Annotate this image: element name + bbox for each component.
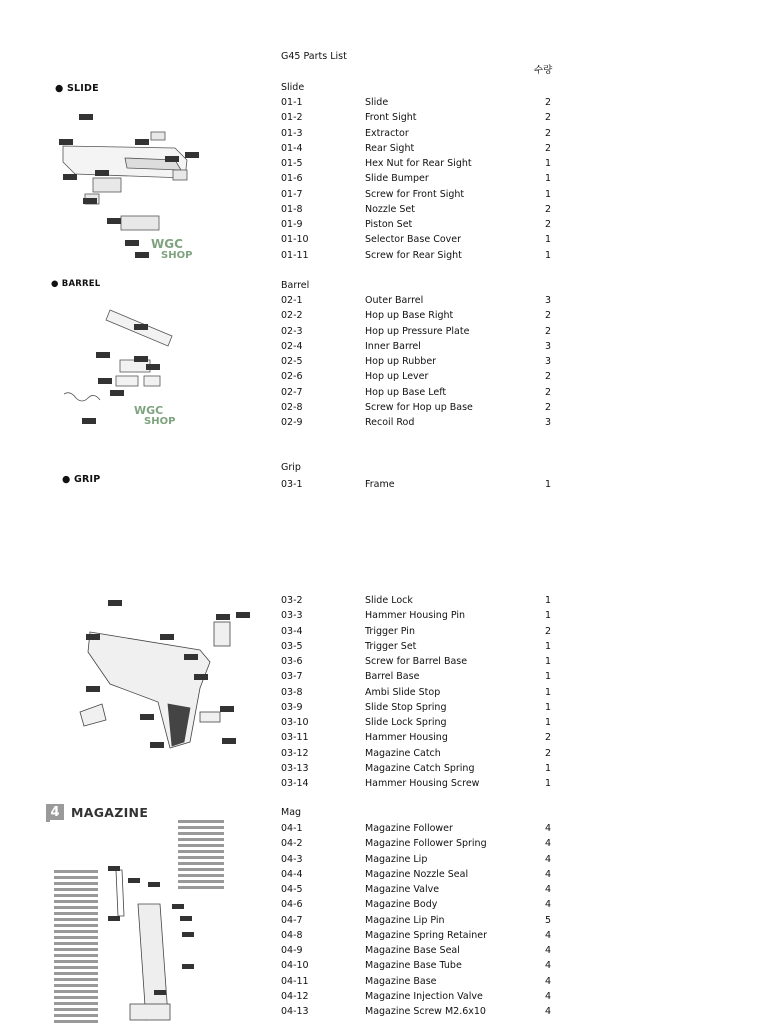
part-row: [281, 746, 551, 761]
part-qty: 4: [544, 838, 551, 850]
part-code: 04-5: [281, 884, 303, 895]
part-code: 01-5: [281, 158, 303, 169]
part-row: [281, 669, 551, 684]
part-name: Hammer Housing Pin: [365, 610, 466, 622]
part-row: [281, 593, 551, 608]
slide-group-label: Slide: [281, 82, 305, 93]
part-name: Selector Base Cover: [365, 234, 462, 246]
part-qty: 3: [544, 340, 551, 352]
part-code: 02-2: [281, 310, 303, 322]
part-row: [281, 685, 551, 700]
part-qty: 1: [544, 173, 551, 185]
part-code: 03-10: [281, 717, 309, 728]
part-qty: 3: [544, 417, 551, 428]
part-row: [281, 339, 551, 354]
part-code: 03-12: [281, 747, 309, 759]
magazine-section-heading: MAGAZINE: [71, 805, 149, 820]
part-name: Trigger Pin: [365, 625, 415, 637]
part-qty: 2: [544, 386, 551, 398]
part-qty: 2: [544, 127, 551, 139]
part-qty: 1: [544, 656, 551, 667]
barrel-section-heading: ● BARREL: [51, 279, 101, 289]
part-qty: 4: [544, 899, 551, 911]
part-name: Ambi Slide Stop: [365, 686, 441, 698]
part-code: 03-6: [281, 656, 303, 667]
part-qty: 1: [544, 640, 551, 652]
part-row: [281, 187, 551, 202]
grip-exploded-diagram: [50, 592, 260, 762]
part-qty: 1: [544, 610, 551, 622]
part-name: Piston Set: [365, 219, 413, 230]
part-code: 03-11: [281, 732, 309, 744]
part-row: [281, 639, 551, 654]
part-code: 01-8: [281, 203, 303, 215]
part-code: 02-7: [281, 386, 303, 398]
part-name: Magazine Catch: [365, 747, 441, 759]
part-row: [281, 882, 551, 897]
part-row: [281, 400, 551, 415]
part-code: 02-8: [281, 401, 303, 413]
svg-text:WGC: WGC: [134, 404, 164, 417]
part-name: Magazine Body: [365, 899, 438, 911]
magazine-exploded-diagram: [50, 820, 230, 1024]
part-name: Slide Lock: [365, 595, 413, 606]
part-code: 01-4: [281, 142, 303, 154]
part-code: 03-9: [281, 701, 303, 713]
part-qty: 1: [544, 701, 551, 713]
part-code: 03-8: [281, 686, 303, 698]
part-row: [281, 897, 551, 912]
part-row: [281, 369, 551, 384]
part-qty: 4: [544, 868, 551, 880]
part-row: [281, 415, 551, 430]
part-code: 02-9: [281, 417, 303, 428]
part-name: Magazine Follower Spring: [365, 838, 487, 850]
part-code: 03-13: [281, 762, 309, 774]
part-name: Barrel Base: [365, 671, 420, 683]
part-code: 04-7: [281, 914, 303, 926]
part-name: Magazine Lip Pin: [365, 914, 445, 926]
part-row: [281, 1004, 551, 1019]
part-code: 03-14: [281, 778, 309, 789]
part-qty: 4: [544, 1006, 551, 1017]
part-qty: 2: [544, 219, 551, 230]
part-qty: 1: [544, 778, 551, 789]
part-row: [281, 928, 551, 943]
part-code: 02-6: [281, 371, 303, 383]
part-name: Front Sight: [365, 112, 417, 124]
part-qty: 3: [544, 295, 551, 306]
part-row: [281, 248, 551, 263]
part-qty: 4: [544, 990, 551, 1002]
part-qty: 2: [544, 142, 551, 154]
part-row: [281, 232, 551, 247]
part-code: 01-2: [281, 112, 303, 124]
part-name: Magazine Catch Spring: [365, 762, 475, 774]
part-code: 03-4: [281, 625, 303, 637]
part-row: [281, 989, 551, 1004]
part-row: [281, 324, 551, 339]
part-qty: 4: [544, 884, 551, 895]
part-code: 02-3: [281, 325, 303, 337]
barrel-group-label: Barrel: [281, 280, 310, 291]
part-code: 04-9: [281, 945, 303, 956]
barrel-exploded-diagram: [60, 290, 180, 432]
part-code: 01-3: [281, 127, 303, 139]
part-code: 01-7: [281, 188, 303, 200]
part-name: Magazine Spring Retainer: [365, 929, 488, 941]
part-name: Slide Bumper: [365, 173, 429, 185]
part-row: [281, 852, 551, 867]
part-qty: 2: [544, 747, 551, 759]
part-qty: 1: [544, 158, 551, 169]
part-name: Screw for Front Sight: [365, 188, 465, 200]
part-code: 02-1: [281, 295, 303, 306]
part-code: 03-5: [281, 640, 303, 652]
grip-section-heading: ● GRIP: [62, 474, 101, 485]
part-qty: 1: [544, 595, 551, 606]
part-name: Hop up Lever: [365, 371, 429, 383]
part-qty: 1: [544, 686, 551, 698]
part-qty: 4: [544, 823, 551, 834]
part-qty: 4: [544, 960, 551, 972]
part-row: [281, 171, 551, 186]
part-row: [281, 700, 551, 715]
part-row: [281, 715, 551, 730]
part-name: Recoil Rod: [365, 417, 415, 428]
part-qty: 5: [544, 914, 551, 926]
part-name: Magazine Base Tube: [365, 960, 462, 972]
part-row: [281, 308, 551, 323]
part-name: Hop up Base Left: [365, 386, 447, 398]
page-title: G45 Parts List: [281, 51, 347, 62]
quantity-column-header: 수량: [534, 65, 553, 76]
part-row: [281, 293, 551, 308]
part-name: Slide Stop Spring: [365, 701, 447, 713]
part-code: 04-3: [281, 853, 303, 865]
slide-exploded-diagram: [55, 98, 205, 266]
part-code: 04-12: [281, 990, 309, 1002]
part-name: Hop up Pressure Plate: [365, 325, 470, 337]
part-qty: 1: [544, 717, 551, 728]
part-code: 03-7: [281, 671, 303, 683]
part-row: [281, 836, 551, 851]
svg-text:WGC: WGC: [151, 237, 183, 251]
part-row: [281, 776, 551, 791]
part-name: Screw for Rear Sight: [365, 249, 462, 261]
part-name: Screw for Barrel Base: [365, 656, 468, 667]
part-name: Slide: [365, 97, 389, 108]
part-name: Hop up Base Right: [365, 310, 454, 322]
part-row: [281, 202, 551, 217]
part-qty: 2: [544, 732, 551, 744]
part-qty: 2: [544, 401, 551, 413]
part-qty: 4: [544, 929, 551, 941]
part-qty: 1: [544, 188, 551, 200]
part-name: Hex Nut for Rear Sight: [365, 158, 472, 169]
part-row: [281, 608, 551, 623]
part-code: 01-9: [281, 219, 303, 230]
part-code: 02-5: [281, 356, 303, 367]
part-row: [281, 110, 551, 125]
part-code: 01-11: [281, 249, 309, 261]
part-row: [281, 913, 551, 928]
part-name: Extractor: [365, 127, 409, 139]
part-name: Inner Barrel: [365, 340, 421, 352]
part-row: [281, 867, 551, 882]
part-name: Screw for Hop up Base: [365, 401, 473, 413]
part-qty: 2: [544, 310, 551, 322]
part-qty: 2: [544, 97, 551, 108]
part-row: [281, 654, 551, 669]
part-name: Nozzle Set: [365, 203, 415, 215]
part-name: Magazine Valve: [365, 884, 440, 895]
part-code: 04-13: [281, 1006, 309, 1017]
part-row: [281, 761, 551, 776]
part-code: 04-11: [281, 975, 309, 987]
part-name: Magazine Base: [365, 975, 437, 987]
part-name: Hop up Rubber: [365, 356, 437, 367]
part-row: [281, 156, 551, 171]
part-qty: 2: [544, 371, 551, 383]
slide-section-heading: ● SLIDE: [55, 83, 99, 94]
part-name: Magazine Screw M2.6x10: [365, 1006, 486, 1017]
part-qty: 2: [544, 625, 551, 637]
part-name: Outer Barrel: [365, 295, 424, 306]
part-code: 04-8: [281, 929, 303, 941]
part-code: 03-3: [281, 610, 303, 622]
part-row: [281, 354, 551, 369]
grip-frame-row: 03-1 Frame 1: [281, 479, 551, 490]
part-code: 03-2: [281, 595, 303, 606]
part-qty: 2: [544, 325, 551, 337]
part-qty: 1: [544, 234, 551, 246]
part-qty: 1: [544, 249, 551, 261]
part-code: 04-4: [281, 868, 303, 880]
part-row: [281, 974, 551, 989]
part-row: [281, 730, 551, 745]
part-code: 01-6: [281, 173, 303, 185]
part-row: [281, 624, 551, 639]
part-name: Magazine Injection Valve: [365, 990, 483, 1002]
part-row: [281, 943, 551, 958]
part-name: Magazine Lip: [365, 853, 428, 865]
part-name: Slide Lock Spring: [365, 717, 447, 728]
magazine-section-number: 4: [46, 804, 64, 822]
part-row: [281, 385, 551, 400]
part-code: 01-10: [281, 234, 309, 246]
grip-group-label: Grip: [281, 462, 301, 473]
part-qty: 2: [544, 112, 551, 124]
part-qty: 1: [544, 762, 551, 774]
part-name: Hammer Housing: [365, 732, 448, 744]
part-row: [281, 821, 551, 836]
part-qty: 4: [544, 975, 551, 987]
svg-text:SHOP: SHOP: [144, 416, 176, 427]
part-qty: 3: [544, 356, 551, 367]
part-name: Rear Sight: [365, 142, 415, 154]
part-name: Magazine Base Seal: [365, 945, 460, 956]
mag-group-label: Mag: [281, 807, 302, 818]
part-code: 01-1: [281, 97, 303, 108]
part-row: [281, 958, 551, 973]
part-name: Magazine Follower: [365, 823, 453, 834]
part-qty: 4: [544, 945, 551, 956]
part-code: 04-6: [281, 899, 303, 911]
part-name: Trigger Set: [365, 640, 417, 652]
part-qty: 4: [544, 853, 551, 865]
part-code: 02-4: [281, 340, 303, 352]
svg-text:SHOP: SHOP: [161, 250, 193, 261]
part-row: [281, 141, 551, 156]
part-row: [281, 95, 551, 110]
part-name: Magazine Nozzle Seal: [365, 868, 469, 880]
part-qty: 2: [544, 203, 551, 215]
part-code: 04-1: [281, 823, 303, 834]
part-code: 04-10: [281, 960, 309, 972]
part-name: Hammer Housing Screw: [365, 778, 480, 789]
part-row: [281, 126, 551, 141]
part-code: 04-2: [281, 838, 303, 850]
part-row: [281, 217, 551, 232]
part-qty: 1: [544, 671, 551, 683]
